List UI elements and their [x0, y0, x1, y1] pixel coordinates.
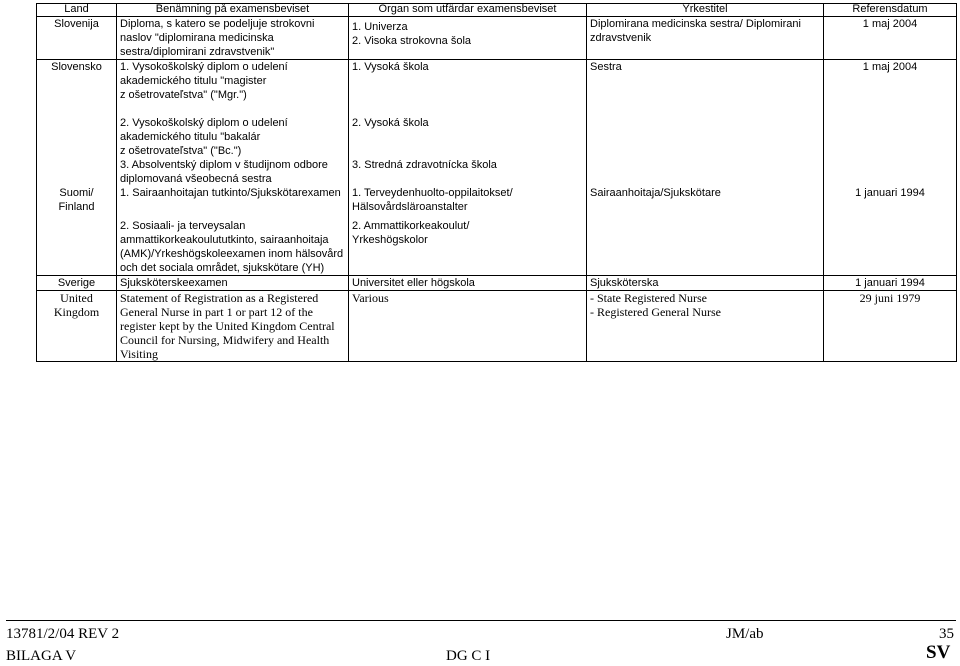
- table-row-suomi: [37, 186, 957, 214]
- country-cell: [37, 60, 117, 103]
- document-reference: 13781/2/04 REV 2: [6, 626, 120, 642]
- diploma-cell: [117, 17, 349, 60]
- reference-date: 1 maj 2004: [862, 61, 918, 73]
- date-cell: [824, 102, 957, 186]
- country-cell: [37, 186, 117, 214]
- organ-line: 2. Visoka strokovna šola: [352, 35, 472, 47]
- date-cell: [824, 276, 957, 291]
- country-name: Sverige: [57, 277, 96, 289]
- organ-line: 1. Vysoká škola: [352, 61, 429, 73]
- title-line: Sestra: [590, 61, 622, 73]
- table-row-suomi-cont: [37, 214, 957, 276]
- reference-date: 29 juni 1979: [859, 291, 921, 305]
- title-cell: [587, 17, 824, 60]
- header-land: Land: [37, 4, 117, 17]
- diploma-line: z ošetrovateľstva" ("Mgr."): [120, 89, 247, 101]
- organ-line: 2. Ammattikorkeakoulut/: [352, 220, 470, 232]
- title-line: Sjuksköterska: [590, 277, 659, 289]
- diploma-line: 2. Sosiaali- ja terveysalan: [120, 220, 246, 232]
- organ-cell: [349, 186, 587, 214]
- diploma-line: naslov "diplomirana medicinska: [120, 32, 274, 44]
- diploma-line: Council for Nursing, Midwifery and Health: [120, 333, 330, 347]
- country-name: Finland: [58, 201, 95, 213]
- diploma-line: Sjuksköterskeexamen: [120, 277, 228, 289]
- country-cell: [37, 102, 117, 186]
- qualifications-table: [36, 3, 957, 362]
- country-cell: [37, 276, 117, 291]
- diploma-cell: [117, 276, 349, 291]
- reference-date: 1 januari 1994: [855, 277, 925, 289]
- title-line: - State Registered Nurse: [590, 291, 707, 305]
- table-row-united-kingdom: [37, 291, 957, 362]
- header-benamning: Benämning på examensbeviset: [117, 4, 349, 17]
- table-row-slovenija: [37, 17, 957, 60]
- title-line: zdravstvenik: [590, 32, 652, 44]
- author-initials: JM/ab: [726, 626, 764, 642]
- organ-line: 3. Stredná zdravotnícka škola: [352, 159, 497, 171]
- header-referensdatum: Referensdatum: [824, 4, 957, 17]
- country-name: Slovensko: [51, 61, 102, 73]
- language-code: SV: [926, 642, 951, 663]
- table-row-slovensko: [37, 60, 957, 103]
- organ-line: 1. Terveydenhuolto-oppilaitokset/: [352, 187, 513, 199]
- diploma-line: ammattikorkeakoulututkinto, sairaanhoitaja: [120, 234, 329, 246]
- reference-date: 1 maj 2004: [862, 18, 918, 30]
- title-cell: [587, 291, 824, 362]
- country-cell: [37, 291, 117, 362]
- organ-line: 2. Vysoká škola: [352, 117, 429, 129]
- header-organ: Organ som utfärdar examensbeviset: [349, 4, 587, 17]
- diploma-cell: [117, 186, 349, 214]
- title-line: - Registered General Nurse: [590, 305, 721, 319]
- table-row-sverige: [37, 276, 957, 291]
- diploma-line: 1. Vysokoškolský diplom o udelení: [120, 61, 288, 73]
- country-name: Slovenija: [54, 18, 99, 30]
- table-header-row: [37, 4, 957, 17]
- date-cell: [824, 60, 957, 103]
- organ-line: Various: [352, 291, 389, 305]
- diploma-line: akademického titulu "magister: [120, 75, 267, 87]
- organ-cell: [349, 102, 587, 186]
- title-cell: [587, 186, 824, 214]
- organ-cell: [349, 214, 587, 276]
- organ-line: Universitet eller högskola: [352, 277, 475, 289]
- organ-cell: [349, 17, 587, 60]
- organ-cell: [349, 276, 587, 291]
- country-name: United: [60, 291, 93, 305]
- organ-cell: [349, 60, 587, 103]
- title-cell: [587, 214, 824, 276]
- country-cell: [37, 17, 117, 60]
- diploma-line: (AMK)/Yrkeshögskoleexamen inom hälsovård: [120, 248, 344, 260]
- title-line: Sairaanhoitaja/Sjukskötare: [590, 187, 721, 199]
- diploma-cell: [117, 60, 349, 103]
- title-cell: [587, 276, 824, 291]
- diploma-line: Visiting: [120, 347, 158, 361]
- title-line: Diplomirana medicinska sestra/ Diplomirani: [590, 18, 801, 30]
- diploma-line: 3. Absolventský diplom v študijnom odbore: [120, 159, 328, 171]
- diploma-line: General Nurse in part 1 or part 12 of the: [120, 305, 313, 319]
- date-cell: [824, 291, 957, 362]
- spacer: [352, 130, 583, 158]
- title-cell: [587, 60, 824, 103]
- diploma-line: sestra/diplomirani zdravstvenik": [120, 46, 275, 58]
- diploma-line: z ošetrovateľstva" ("Bc."): [120, 145, 242, 157]
- diploma-line: Diploma, s katero se podeljuje strokovni: [120, 18, 315, 30]
- annex-label: BILAGA V: [6, 648, 77, 664]
- date-cell: [824, 17, 957, 60]
- date-cell: [824, 214, 957, 276]
- date-cell: [824, 186, 957, 214]
- table-row-slovensko-cont: [37, 102, 957, 186]
- organ-line: Yrkeshögskolor: [352, 234, 428, 246]
- diploma-line: Statement of Registration as a Registered: [120, 291, 319, 305]
- diploma-line: akademického titulu "bakalár: [120, 131, 261, 143]
- organ-line: 1. Univerza: [352, 21, 408, 33]
- diploma-line: diplomovaná všeobecná sestra: [120, 173, 272, 185]
- diploma-line: 1. Sairaanhoitajan tutkinto/Sjukskötarexamen: [120, 187, 341, 199]
- organ-cell: [349, 291, 587, 362]
- directorate-label: DG C I: [446, 648, 491, 664]
- diploma-cell: [117, 291, 349, 362]
- diploma-cell: [117, 214, 349, 276]
- country-name: Kingdom: [53, 305, 100, 319]
- diploma-cell: [117, 102, 349, 186]
- country-name: Suomi/: [59, 187, 94, 199]
- diploma-line: och det sociala området, sjukskötare (YH): [120, 262, 325, 274]
- country-cell: [37, 214, 117, 276]
- title-cell: [587, 102, 824, 186]
- diploma-line: register kept by the United Kingdom Central: [120, 319, 335, 333]
- footer-divider: [6, 620, 956, 621]
- diploma-line: 2. Vysokoškolský diplom o udelení: [120, 117, 288, 129]
- page-number: 35: [939, 626, 954, 642]
- reference-date: 1 januari 1994: [855, 187, 925, 199]
- organ-line: Hälsovårdsläroanstalter: [352, 201, 468, 213]
- header-yrkestitel: Yrkestitel: [587, 4, 824, 17]
